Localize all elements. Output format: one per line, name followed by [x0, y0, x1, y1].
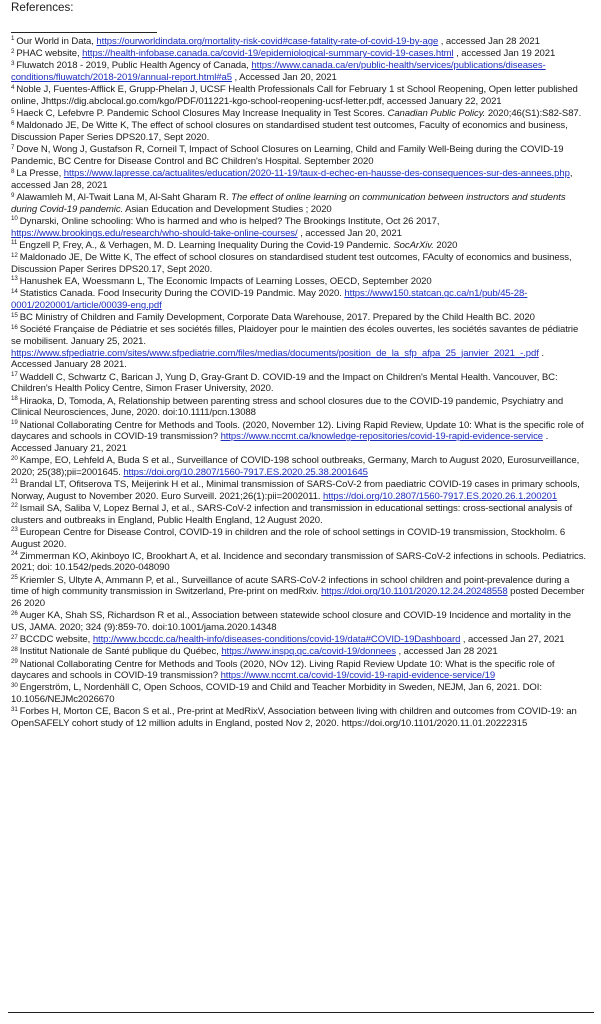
reference-number: 29	[11, 657, 18, 665]
reference-item	[11, 60, 586, 83]
reference-item	[11, 168, 586, 191]
reference-number: 21	[11, 478, 18, 486]
reference-text: Waddell C, Schwartz C, Barican J, Yung D, Gray-Grant D. COVID-19 and the Impact on Children's Mental Health. Vancouver, BC: Children's Health Policy Centre, Simon Fraser University, 2020.	[11, 371, 558, 395]
reference-text: , accessed Jan 27, 2021	[460, 634, 565, 646]
reference-item	[11, 108, 586, 120]
reference-number: 3	[11, 59, 15, 67]
reference-link[interactable]: https://www.inspq.qc.ca/covid-19/donnees	[221, 646, 396, 658]
reference-item	[11, 503, 586, 526]
references-heading: References:	[11, 1, 74, 14]
reference-title-italic: The effect of online learning on communication between instructors and students during Covid-19 pandemic.	[11, 192, 566, 215]
reference-text: Brandal LT, Ofitserova TS, Meijerink H et al., Minimal transmission of SARS-CoV-2 from paediatric COVID-19 cases in primary schools, Norway, August to November 2020. Euro Surveill. 2021;26(1):pii=2002011.	[11, 479, 580, 502]
reference-item	[11, 252, 586, 275]
reference-number: 27	[11, 633, 18, 641]
reference-text: Alawamleh M, Al-Twait Lana M, Al-Saht Gharam R.	[16, 192, 232, 204]
reference-text: . Accessed January 21, 2021	[11, 431, 549, 454]
reference-text: BC Ministry of Children and Family Development, Corporate Data Warehouse, 2017. Prepared by the Child Health BC. 2020	[19, 312, 535, 324]
reference-text: Hiraoka, D, Tomoda, A, Relationship between parenting stress and school closures due to the COVID-19 pandemic, Psychiatry and Clinical Neurosciences, June, 2020. doi:10.1111/pcn.13088	[11, 395, 564, 419]
reference-number: 25	[11, 574, 18, 582]
reference-link[interactable]: https://www.nccmt.ca/knowledge-repositories/covid-19-rapid-evidence-service	[220, 431, 544, 443]
reference-number: 10	[11, 215, 18, 223]
reference-item	[11, 84, 586, 107]
reference-link[interactable]: https://doi.org/10.2807/1560-7917.ES.2020.26.1.200201	[323, 490, 558, 502]
reference-number: 24	[11, 550, 18, 558]
reference-text: PHAC website,	[16, 48, 83, 60]
reference-link[interactable]: http://www.bccdc.ca/health-info/diseases-conditions/covid-19/data#COVID-19Dashboard	[92, 634, 461, 646]
reference-item	[11, 372, 586, 395]
reference-text: European Centre for Disease Control, COVID-19 in children and the role of school settings in COVID-19 transmission, Stockholm. 6 August 2020.	[11, 526, 566, 550]
reference-number: 19	[11, 418, 18, 426]
reference-number: 12	[11, 251, 18, 259]
reference-number: 26	[11, 609, 18, 617]
reference-link[interactable]: https://www.canada.ca/en/public-health/services/publications/diseases-conditions/fluwatch/2018-2019/annual-report.html#a5	[11, 60, 546, 84]
reference-text: Kampe, EO, Lehfeld A, Buda S et al., Surveillance of COVID-198 school outbreaks, Germany, March to August 2020, Eurosurveillance, 2020; 25(38);pii=2001645.	[11, 455, 580, 478]
reference-text: Société Française de Pédiatrie et ses sociétés filles, Plaidoyer pour le maintien des écoles ouvertes, les sociétés savantes de pédiatrie se mobilisent. January 25, 2021.	[11, 324, 579, 348]
reference-item	[11, 527, 586, 550]
reference-number: 8	[11, 167, 15, 175]
reference-number: 4	[11, 83, 15, 91]
reference-text: Engzell P, Frey, A., & Verhagen, M. D. Learning Inequality During the Covid-19 Pandemic.	[19, 239, 394, 251]
reference-text: National Collaborating Centre for Methods and Tools. (2020, November 12). Living Rapid Review, Update 10: What is the specific role of daycares and schools in COVID-19 transmission?	[11, 419, 584, 443]
reference-text: La Presse,	[16, 168, 64, 180]
reference-link[interactable]: https://www.sfpediatrie.com/sites/www.sfpediatrie.com/files/medias/documents/position_de_la_sfp_afpa_25_janvier_2021_-.pdf	[11, 347, 539, 359]
reference-text: Our World in Data,	[16, 36, 97, 47]
reference-link[interactable]: https://doi.org/10.1101/2020.12.24.20248558	[321, 586, 508, 598]
reference-number: 1	[11, 35, 15, 43]
reference-item	[11, 646, 586, 658]
reference-text: Ismail SA, Saliba V, Lopez Bernal J, et al., SARS-CoV-2 infection and transmission in educational settings: cross-sectional analysis of clusters and outbreaks in England, Public Health England, 12 August 2020.	[11, 502, 573, 526]
reference-item	[11, 288, 586, 311]
reference-text: , accessed Jan 28, 2021	[11, 168, 573, 191]
reference-item	[11, 682, 586, 705]
reference-item	[11, 36, 586, 48]
reference-title-italic: Canadian Public Policy.	[387, 108, 486, 120]
reference-number: 17	[11, 371, 18, 379]
footnote-separator	[11, 32, 157, 33]
reference-list	[11, 36, 586, 730]
reference-text: Institut Nationale de Santé publique du Québec,	[19, 646, 222, 658]
reference-item	[11, 575, 586, 610]
reference-link[interactable]: https://www150.statcan.gc.ca/n1/pub/45-28-0001/2020001/article/00039-eng.pdf	[11, 288, 528, 311]
reference-item	[11, 659, 586, 682]
reference-number: 6	[11, 119, 15, 127]
reference-link[interactable]: https://health-infobase.canada.ca/covid-19/epidemiological-summary-covid-19-cases.html	[82, 48, 454, 60]
reference-text: Forbes H, Morton CE, Bacon S et al., Pre-print at MedRixV, Association between living with children and outcomes from COVID-19: an OpenSAFELY cohort study of 12 million adults in England, posted Nov 2, 2020. https://doi.org/10.1101/2020.11.01.20222315	[11, 706, 577, 730]
reference-text: Haeck C, Lefebvre P. Pandemic School Closures May Increase Inequality in Test Scores.	[16, 108, 388, 120]
reference-number: 20	[11, 454, 18, 462]
reference-text: Fluwatch 2018 - 2019, Public Health Agency of Canada,	[16, 60, 252, 72]
reference-item	[11, 396, 586, 419]
reference-text: Dove N, Wong J, Gustafson R, Corneil T, Impact of School Closures on Learning, Child and Family Well-Being during the COVID-19 Pandemic, BC Centre for Disease Control and BC Children's Hospital. September 2020	[11, 144, 564, 168]
reference-number: 7	[11, 143, 15, 151]
reference-number: 14	[11, 287, 18, 295]
reference-text: Maldonado JE, De Witte K, The effect of school closures on standardised student test outcomes, FAculty of economics and business, Discussion Paper Serires DPS20.17, Sept 2020.	[11, 252, 572, 275]
reference-item	[11, 634, 586, 646]
reference-text: 2020;46(S1):S82-S87.	[485, 108, 582, 120]
reference-text: , Accessed Jan 20, 2021	[231, 72, 337, 84]
reference-item	[11, 455, 586, 478]
reference-text: Auger KA, Shah SS, Richardson R et al., Association between statewide school closure and COVID-19 Incidence and mortality in the US, JAMA. 2020; 324 (9):859-70. doi:10.1001/jama.2020.14348	[11, 610, 571, 633]
reference-item	[11, 144, 586, 167]
reference-number: 31	[11, 705, 18, 713]
reference-item	[11, 240, 586, 252]
reference-text: Zimmerman KO, Akinboyo IC, Brookhart A, et al. Incidence and secondary transmission of SARS-CoV-2 infections in schools. Pediatrics. 2021; doi: 10.1542/peds.2020-048090	[11, 550, 586, 574]
reference-text: . Accessed January 28 2021.	[11, 347, 544, 371]
reference-text: Asian Education and Development Studies ; 2020	[123, 203, 332, 215]
reference-item	[11, 324, 586, 371]
reference-item	[11, 216, 586, 239]
reference-item	[11, 276, 586, 288]
reference-number: 18	[11, 395, 18, 402]
reference-item	[11, 610, 586, 633]
reference-link[interactable]: https://ourworldindata.org/mortality-risk-covid#case-fatality-rate-of-covid-19-by-age	[96, 36, 439, 47]
reference-title-italic: SocArXiv.	[393, 239, 434, 251]
reference-item	[11, 120, 586, 143]
reference-number: 9	[11, 191, 15, 199]
reference-item	[11, 706, 586, 729]
reference-number: 28	[11, 645, 18, 653]
reference-number: 15	[11, 311, 18, 319]
reference-item	[11, 551, 586, 574]
reference-number: 22	[11, 502, 18, 510]
reference-text: Kriemler S, Ultyte A, Ammann P, et al., Surveillance of acute SARS-CoV-2 infections in school children and point-prevalence during a time of high community transmission in Switzerland, Pre-print on medRxiv.	[11, 574, 570, 598]
reference-text: BCCDC website,	[19, 634, 93, 646]
reference-text: Maldonado JE, De Witte K, The effect of school closures on standardised student test outcomes, Faculty of economics and business, Discussion Paper Series DPS20.17, Sept 2020.	[11, 120, 568, 144]
reference-item	[11, 192, 586, 215]
reference-link[interactable]: https://www.lapresse.ca/actualites/education/2020-11-19/taux-d-echec-en-hausse-des-consequences-sur-des-annees.php	[63, 168, 570, 180]
reference-number: 16	[11, 323, 18, 331]
reference-text: , accessed Jan 28 2021	[395, 646, 498, 658]
reference-text: National Collaborating Centre for Methods and Tools (2020, NOv 12). Living Rapid Review Update 10: What is the specific role of daycares and schools in COVID-19 transmission?	[11, 658, 555, 682]
reference-number: 11	[11, 239, 18, 247]
reference-text: Engerström, L, Nordenhäll C, Open Schoos, COVID-19 and Child and Teacher Morbidity in Sweden, NEJM, Jan 6, 2021. DOI: 10.1056/NEJMc2026670	[11, 682, 542, 706]
reference-text: Hanushek EA, Woessmann L, The Economic Impacts of Learning Losses, OECD, September 2020	[19, 276, 432, 288]
reference-text: posted December 26 2020	[11, 586, 585, 610]
reference-item	[11, 479, 586, 502]
reference-item	[11, 312, 586, 324]
reference-item	[11, 48, 586, 60]
reference-text: Dynarski, Online schooling: Who is harmed and who is helped? The Brookings Institute, Oct 26 2017,	[19, 216, 440, 228]
reference-text: , accessed Jan 28 2021	[438, 36, 540, 47]
reference-number: 2	[11, 47, 15, 55]
reference-item	[11, 420, 586, 455]
reference-number: 30	[11, 681, 18, 689]
reference-text: 2020	[433, 239, 458, 251]
reference-link[interactable]: https://www.nccmt.ca/covid-19/covid-19-rapid-evidence-service/19	[220, 670, 496, 682]
reference-link[interactable]: https://doi.org/10.2807/1560-7917.ES.2020.25.38.2001645	[123, 466, 368, 478]
reference-text: , accessed Jan 20, 2021	[297, 227, 402, 239]
reference-number: 23	[11, 526, 18, 534]
reference-link[interactable]: https://www.brookings.edu/research/who-should-take-online-courses/	[11, 227, 298, 239]
reference-number: 5	[11, 107, 15, 115]
page-bottom-rule	[8, 1012, 594, 1013]
reference-text: , accessed Jan 19 2021	[453, 48, 556, 60]
reference-text: Statistics Canada. Food Insecurity During the COVID-19 Pandmic. May 2020.	[19, 288, 345, 300]
reference-number: 13	[11, 275, 18, 283]
reference-text: Noble J, Fuentes-Afflick E, Grupp-Phelan J, UCSF Health Professionals Call for February 1 st School Reopening, Open letter published online, Jhttps://dig.abclocal.go.com/kgo/PDF/011221-kgo-school-reopening-ucsf-letter.pdf, accessed January 22, 2021	[11, 84, 578, 108]
